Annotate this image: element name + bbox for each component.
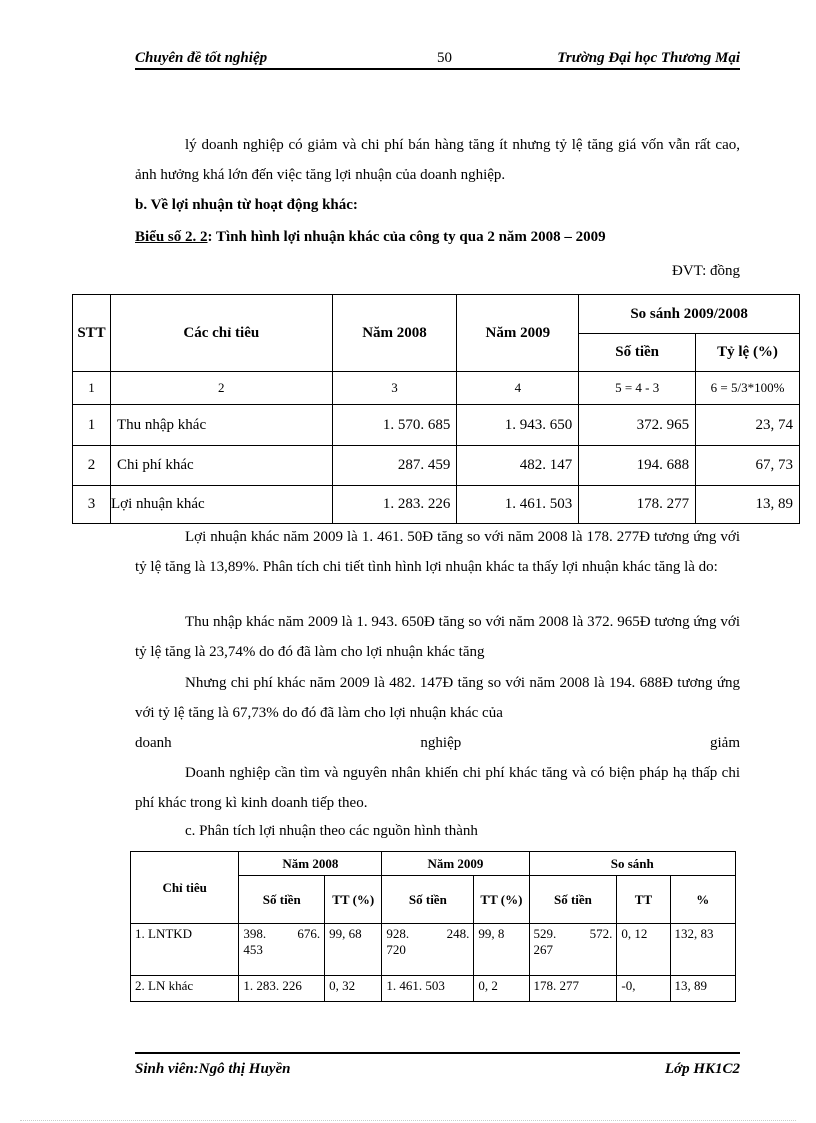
indicator-cell: 1. LNTKD bbox=[131, 924, 239, 976]
col-2009: Năm 2009 bbox=[457, 295, 579, 372]
diff-cell: 372. 965 bbox=[579, 405, 696, 446]
profit-sources-table bbox=[130, 851, 736, 1002]
table1-caption-text: : Tình hình lợi nhuận khác của công ty qua 2 năm 2008 – 2009 bbox=[207, 229, 606, 245]
col-indicator: Chỉ tiêu bbox=[131, 852, 239, 924]
value-2008-cell: 1. 570. 685 bbox=[332, 405, 457, 446]
page-header bbox=[135, 48, 740, 70]
col-2009: Năm 2009 bbox=[382, 852, 529, 876]
share-cell: 0, 2 bbox=[474, 976, 529, 1002]
table-row bbox=[73, 486, 800, 524]
col-comparison: So sánh bbox=[529, 852, 735, 876]
other-profit-table bbox=[72, 294, 800, 524]
amount-part: 248. bbox=[446, 926, 470, 941]
indicator-cell: Lợi nhuận khác bbox=[110, 486, 332, 524]
table-row bbox=[73, 446, 800, 486]
amount-part: 720 bbox=[386, 942, 406, 957]
index-row bbox=[73, 372, 800, 405]
index-cell: 1 bbox=[73, 372, 111, 405]
amount-cell bbox=[239, 924, 325, 976]
index-cell: 3 bbox=[332, 372, 457, 405]
value-2008-cell: 287. 459 bbox=[332, 446, 457, 486]
table-row bbox=[73, 405, 800, 446]
value-2009-cell: 482. 147 bbox=[457, 446, 579, 486]
value-2008-cell: 1. 283. 226 bbox=[332, 486, 457, 524]
col-indicators: Các chỉ tiêu bbox=[110, 295, 332, 372]
col-pct: % bbox=[670, 876, 735, 924]
header-university: Trường Đại học Thương Mại bbox=[557, 50, 740, 66]
pct-cell: 13, 89 bbox=[696, 486, 800, 524]
amount-cell: 1. 461. 503 bbox=[382, 976, 474, 1002]
col-amount: Số tiền bbox=[239, 876, 325, 924]
col-2008: Năm 2008 bbox=[332, 295, 457, 372]
amount-cell: 1. 283. 226 bbox=[239, 976, 325, 1002]
footer-class: Lớp HK1C2 bbox=[664, 1061, 740, 1077]
paragraph-4: Nhưng chi phí khác năm 2009 là 482. 147Đ tăng so với năm 2008 là 194. 688Đ tương ứng với tỷ lệ tăng là 67,73% do đó đã làm cho lợi nhuận khác của bbox=[135, 675, 740, 721]
col-stt: STT bbox=[73, 295, 111, 372]
page-number: 50 bbox=[437, 50, 452, 66]
col-amount: Số tiền bbox=[529, 876, 617, 924]
paragraph-3: Thu nhập khác năm 2009 là 1. 943. 650Đ tăng so với năm 2008 là 372. 965Đ tương ứng với tỷ lệ tăng là 23,74% do đó đã làm cho lợi nhuận khác tăng bbox=[135, 614, 740, 660]
col-comparison: So sánh 2009/2008 bbox=[579, 295, 800, 334]
col-share-pct: TT (%) bbox=[474, 876, 529, 924]
section-c-heading: c. Phân tích lợi nhuận theo các nguồn hình thành bbox=[185, 823, 478, 839]
stt-cell: 2 bbox=[73, 446, 111, 486]
col-share-pct: TT (%) bbox=[325, 876, 382, 924]
footer-student: Sinh viên:Ngô thị Huyền bbox=[135, 1061, 291, 1077]
col-ratio: Tỷ lệ (%) bbox=[696, 334, 800, 372]
index-cell: 5 = 4 - 3 bbox=[579, 372, 696, 405]
table1-caption bbox=[135, 222, 740, 252]
index-cell: 4 bbox=[457, 372, 579, 405]
share-cell: -0, bbox=[617, 976, 670, 1002]
index-cell: 6 = 5/3*100% bbox=[696, 372, 800, 405]
table-row bbox=[131, 924, 736, 976]
pct-cell: 23, 74 bbox=[696, 405, 800, 446]
col-share: TT bbox=[617, 876, 670, 924]
paragraph-1: lý doanh nghiệp có giảm và chi phí bán hàng tăng ít nhưng tỷ lệ tăng giá vốn vẫn rất cao, ảnh hưởng khá lớn đến việc tăng lợi nhuận của doanh nghiệp. bbox=[135, 137, 740, 183]
col-amount: Số tiền bbox=[382, 876, 474, 924]
stt-cell: 3 bbox=[73, 486, 111, 524]
table-row bbox=[131, 976, 736, 1002]
share-cell: 0, 32 bbox=[325, 976, 382, 1002]
index-cell: 2 bbox=[110, 372, 332, 405]
indicator-cell: Chi phí khác bbox=[110, 446, 332, 486]
amount-cell bbox=[382, 924, 474, 976]
amount-part: 267 bbox=[533, 942, 554, 957]
share-cell: 0, 12 bbox=[617, 924, 670, 976]
stt-cell: 1 bbox=[73, 405, 111, 446]
col-2008: Năm 2008 bbox=[239, 852, 382, 876]
amount-part: 676. bbox=[297, 926, 321, 941]
value-2009-cell: 1. 943. 650 bbox=[457, 405, 579, 446]
share-cell: 99, 8 bbox=[474, 924, 529, 976]
paragraph-2: Lợi nhuận khác năm 2009 là 1. 461. 50Đ tăng so với năm 2008 là 178. 277Đ tương ứng với tỷ lệ tăng là 13,89%. Phân tích chi tiết tình hình lợi nhuận khác ta thấy lợi nhuận khác tăng là do: bbox=[135, 529, 740, 575]
amount-cell: 178. 277 bbox=[529, 976, 617, 1002]
amount-part: 453 bbox=[243, 942, 263, 957]
col-amount: Số tiền bbox=[579, 334, 696, 372]
share-cell: 99, 68 bbox=[325, 924, 382, 976]
header-thesis-title: Chuyên đề tốt nghiệp bbox=[135, 50, 268, 66]
page-footer bbox=[135, 1052, 740, 1078]
page-bottom-divider bbox=[20, 1120, 796, 1121]
amount-part: 398. bbox=[243, 926, 267, 941]
amount-cell bbox=[529, 924, 617, 976]
unit-label: ĐVT: đồng bbox=[672, 263, 740, 279]
amount-part: 529. bbox=[533, 926, 557, 941]
paragraph-4-end: doanh nghiệp giảm bbox=[135, 735, 740, 751]
amount-part: 928. bbox=[386, 926, 410, 941]
diff-cell: 178. 277 bbox=[579, 486, 696, 524]
indicator-cell: 2. LN khác bbox=[131, 976, 239, 1002]
table1-caption-label: Biểu số 2. 2 bbox=[135, 229, 208, 245]
pct-cell: 132, 83 bbox=[670, 924, 735, 976]
amount-part: 572. bbox=[589, 926, 613, 941]
pct-cell: 13, 89 bbox=[670, 976, 735, 1002]
indicator-cell: Thu nhập khác bbox=[110, 405, 332, 446]
diff-cell: 194. 688 bbox=[579, 446, 696, 486]
pct-cell: 67, 73 bbox=[696, 446, 800, 486]
value-2009-cell: 1. 461. 503 bbox=[457, 486, 579, 524]
paragraph-5: Doanh nghiệp cần tìm và nguyên nhân khiến chi phí khác tăng và có biện pháp hạ thấp chi phí khác trong kì kinh doanh tiếp theo. bbox=[135, 765, 740, 811]
section-b-heading: b. Về lợi nhuận từ hoạt động khác: bbox=[135, 197, 358, 213]
